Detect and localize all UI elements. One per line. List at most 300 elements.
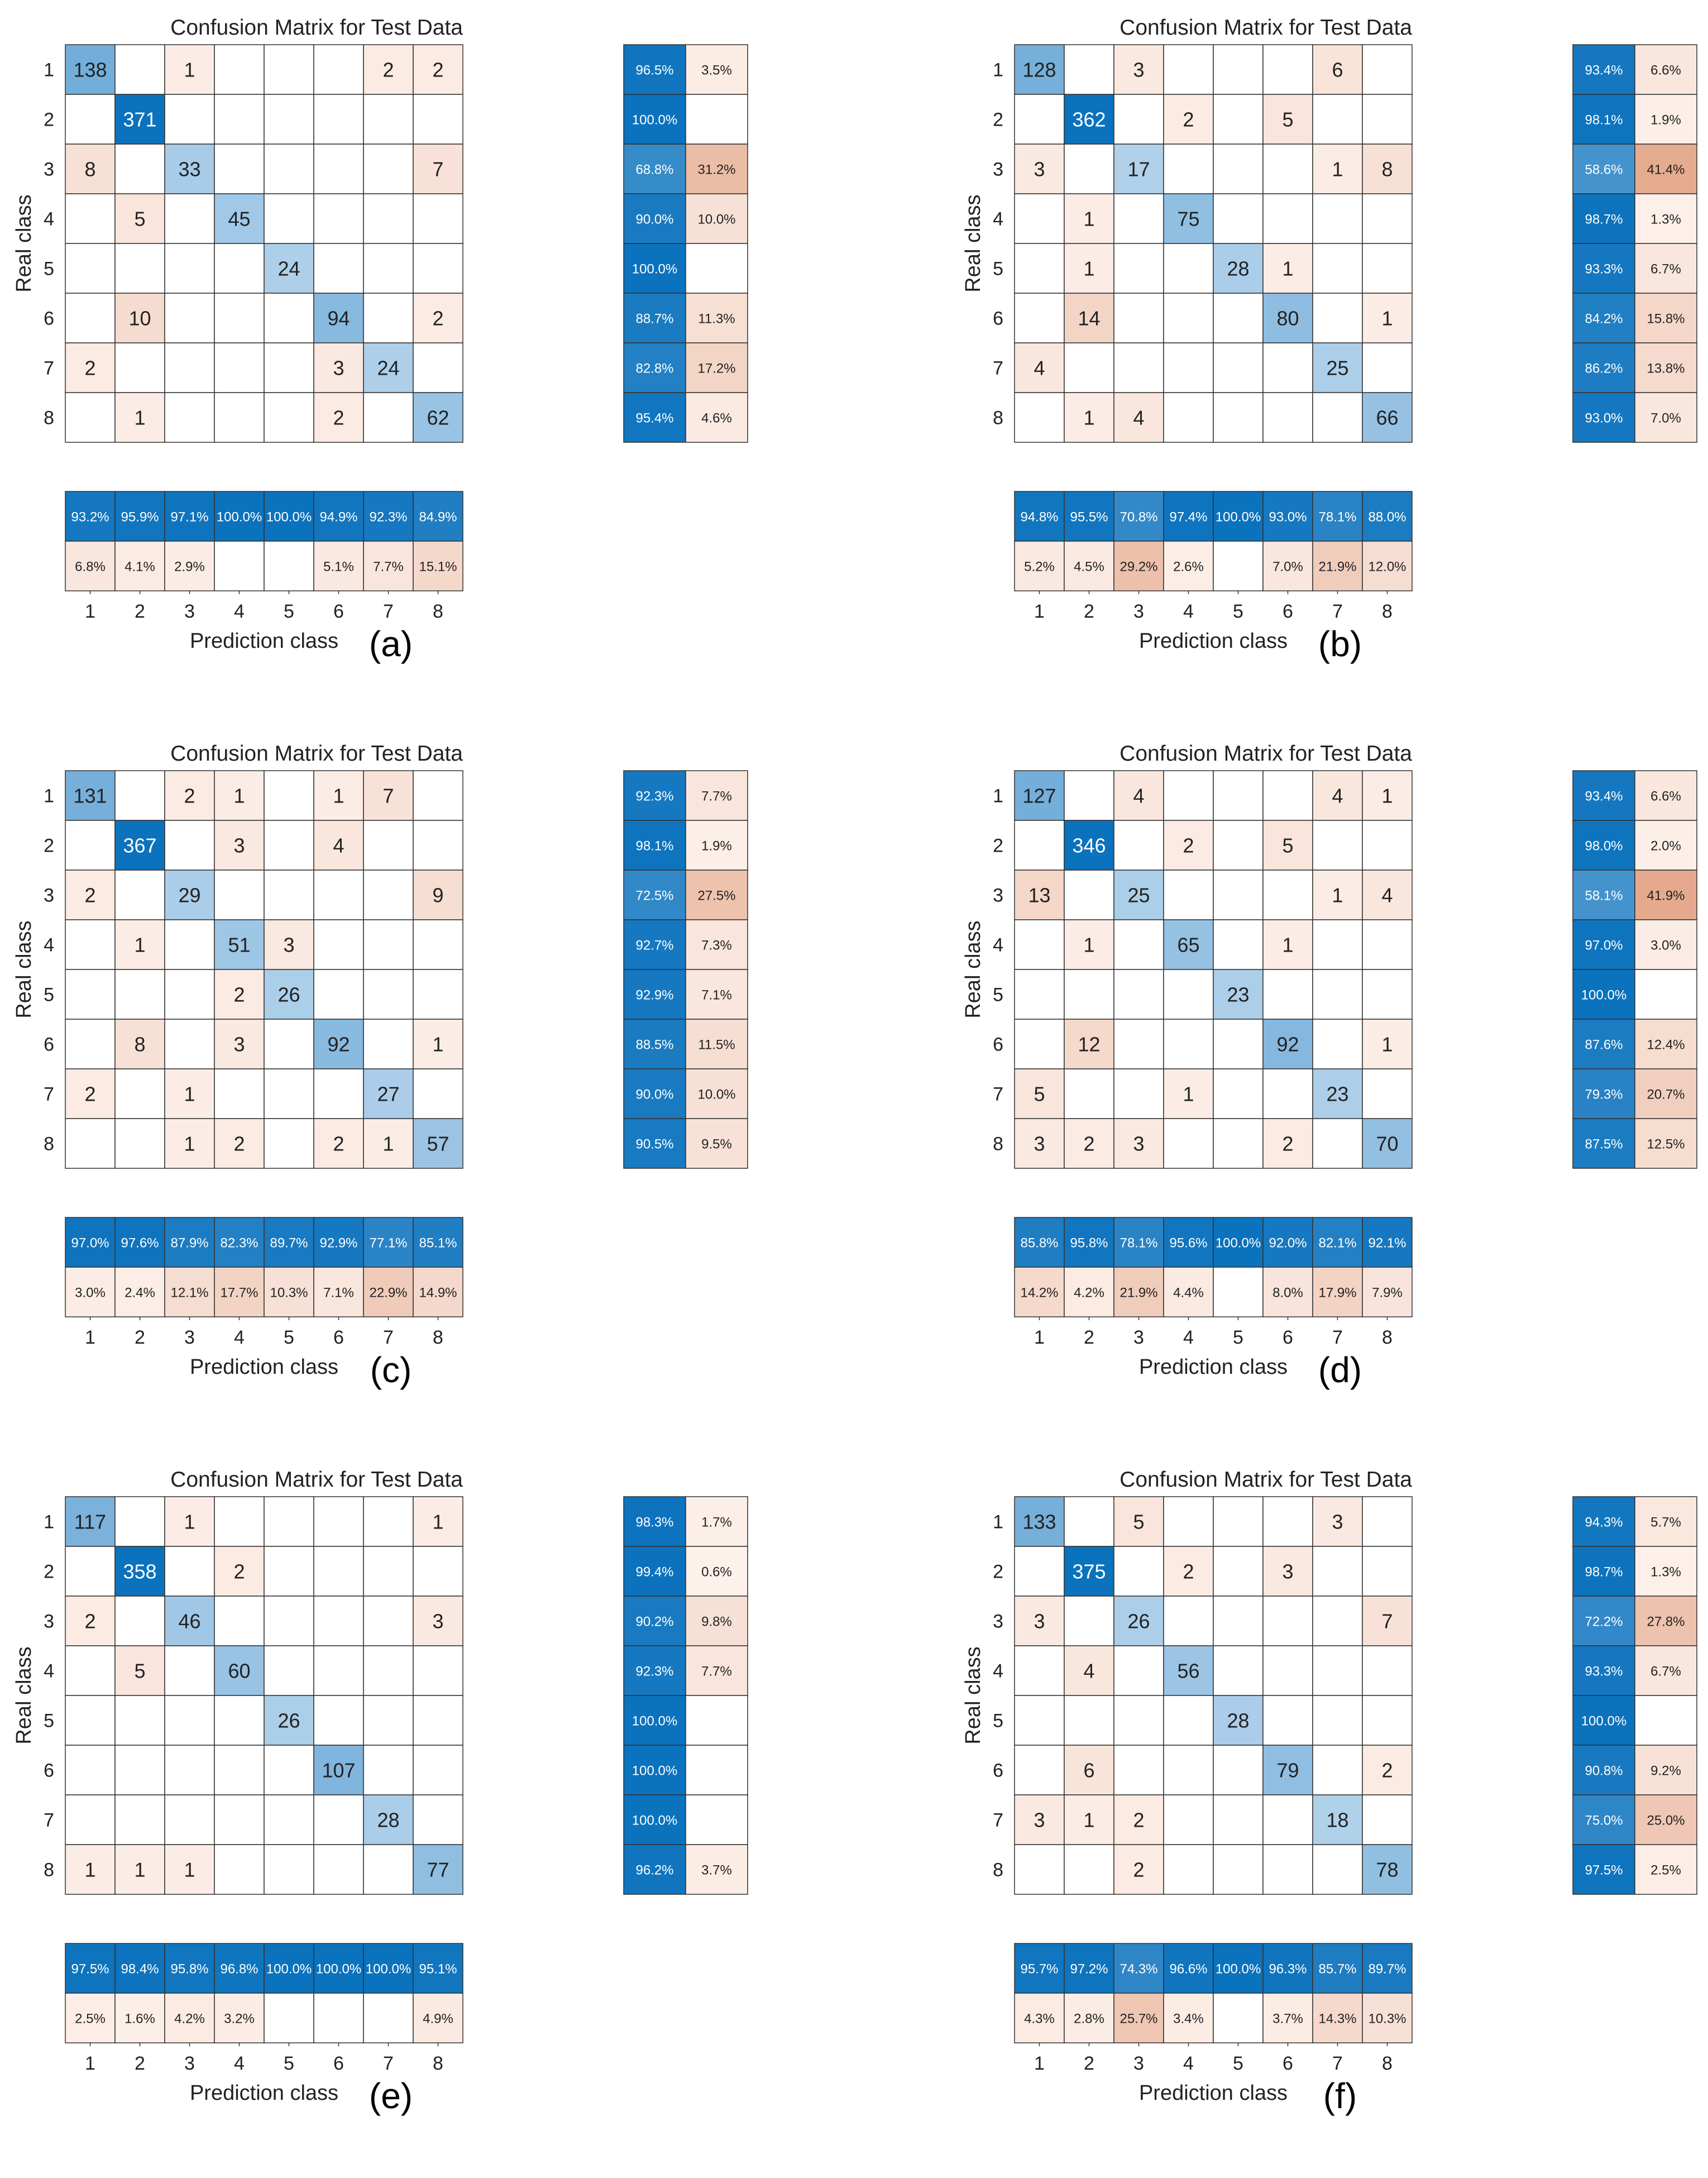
cell-value: 2 (1083, 1132, 1095, 1155)
col-incorrect-label: 1.6% (125, 2011, 155, 2027)
matrix-cell (1015, 1695, 1064, 1745)
cell-value: 25 (1326, 356, 1349, 380)
matrix-cell (314, 1695, 363, 1745)
col-correct-label: 92.3% (369, 509, 408, 525)
matrix-cell (1114, 94, 1164, 144)
matrix-cell (214, 870, 264, 920)
matrix-cell (1064, 771, 1114, 820)
cell-value: 1 (84, 1858, 96, 1881)
x-tick-label: 4 (234, 1327, 245, 1348)
x-tick-label: 1 (1034, 601, 1045, 622)
col-correct-label: 97.1% (170, 509, 209, 525)
matrix-cell (314, 45, 363, 94)
matrix-cell (65, 820, 115, 870)
matrix-cell (314, 920, 363, 969)
matrix-cell (314, 1596, 363, 1646)
panel-label: (b) (1318, 624, 1362, 664)
row-incorrect-label: 9.2% (1650, 1763, 1681, 1779)
cell-value: 362 (1072, 108, 1106, 131)
row-incorrect-cell (1635, 969, 1697, 1019)
matrix-cell (1064, 1845, 1114, 1894)
row-tick-label: 8 (993, 1133, 1003, 1155)
col-correct-label: 82.3% (220, 1235, 259, 1251)
col-correct-label: 96.6% (1169, 1961, 1208, 1977)
y-axis-label: Real class (961, 194, 985, 293)
row-correct-label: 92.3% (635, 789, 674, 804)
x-tick-label: 4 (1183, 601, 1194, 622)
matrix-cell (264, 1745, 314, 1795)
cell-value: 3 (283, 933, 295, 957)
cell-value: 2 (233, 1132, 245, 1155)
col-incorrect-label: 14.2% (1020, 1285, 1059, 1301)
x-tick-label: 5 (284, 2053, 294, 2074)
matrix-cell (1114, 1546, 1164, 1596)
matrix-cell (413, 920, 463, 969)
row-incorrect-label: 10.0% (697, 1087, 736, 1102)
row-incorrect-label: 20.7% (1647, 1087, 1685, 1102)
x-tick-label: 2 (1084, 601, 1094, 622)
row-tick-label: 2 (993, 1561, 1003, 1583)
matrix-cell (1213, 343, 1263, 393)
cell-value: 1 (1083, 406, 1095, 429)
matrix-cell (1213, 1646, 1263, 1695)
col-correct-label: 97.2% (1070, 1961, 1108, 1977)
row-correct-label: 68.8% (635, 162, 674, 178)
matrix-cell (1064, 144, 1114, 194)
matrix-cell (214, 94, 264, 144)
matrix-cell (1213, 194, 1263, 243)
col-incorrect-label: 12.0% (1368, 559, 1406, 575)
confusion-matrix (65, 45, 463, 442)
col-incorrect-cell (1213, 1267, 1263, 1317)
matrix-cell (1313, 969, 1362, 1019)
matrix-cell (1064, 870, 1114, 920)
col-incorrect-label: 25.7% (1119, 2011, 1158, 2027)
chart-title: Confusion Matrix for Test Data (1119, 742, 1412, 766)
row-tick-label: 8 (44, 1133, 54, 1155)
row-tick-label: 2 (44, 835, 54, 857)
cell-value: 1 (1083, 257, 1095, 280)
col-correct-label: 92.1% (1368, 1235, 1406, 1251)
y-axis-label: Real class (12, 194, 36, 293)
row-correct-label: 100.0% (631, 112, 678, 128)
row-correct-label: 88.7% (635, 311, 674, 327)
matrix-cell (214, 393, 264, 442)
matrix-cell (1362, 920, 1412, 969)
col-correct-label: 93.0% (1269, 509, 1307, 525)
col-incorrect-label: 12.1% (170, 1285, 209, 1301)
matrix-cell (165, 820, 214, 870)
matrix-cell (1114, 969, 1164, 1019)
cell-value: 5 (1034, 1082, 1045, 1106)
matrix-cell (1164, 293, 1213, 343)
matrix-cell (1362, 1546, 1412, 1596)
matrix-cell (314, 969, 363, 1019)
row-correct-label: 90.2% (635, 1614, 674, 1630)
matrix-cell (363, 1497, 413, 1546)
row-correct-label: 98.1% (1585, 112, 1623, 128)
x-tick-label: 2 (135, 2053, 145, 2074)
matrix-cell (413, 1795, 463, 1845)
row-tick-label: 6 (993, 1034, 1003, 1055)
cell-value: 51 (228, 933, 251, 957)
matrix-cell (1313, 920, 1362, 969)
row-incorrect-label: 3.5% (701, 63, 732, 78)
matrix-cell (413, 343, 463, 393)
row-tick-label: 3 (993, 885, 1003, 906)
matrix-cell (65, 1646, 115, 1695)
cell-value: 2 (1183, 1560, 1194, 1583)
row-tick-label: 5 (993, 258, 1003, 280)
matrix-cell (65, 393, 115, 442)
col-correct-label: 78.1% (1318, 509, 1357, 525)
cell-value: 45 (228, 207, 251, 231)
matrix-cell (65, 293, 115, 343)
matrix-cell (1313, 1596, 1362, 1646)
row-correct-label: 90.0% (635, 1087, 674, 1102)
x-tick-label: 2 (1084, 1327, 1094, 1348)
cell-value: 2 (84, 883, 96, 907)
row-correct-label: 98.1% (635, 838, 674, 854)
matrix-cell (1213, 45, 1263, 94)
x-tick-label: 5 (284, 601, 294, 622)
col-incorrect-cell (363, 1993, 413, 2043)
matrix-cell (1362, 343, 1412, 393)
matrix-cell (165, 1019, 214, 1069)
col-correct-label: 95.5% (1070, 509, 1108, 525)
row-incorrect-label: 7.7% (701, 1664, 732, 1679)
col-correct-label: 78.1% (1119, 1235, 1158, 1251)
matrix-cell (1213, 1069, 1263, 1119)
col-incorrect-label: 3.0% (75, 1285, 106, 1301)
x-tick-label: 1 (85, 2053, 95, 2074)
x-axis-label: Prediction class (1138, 629, 1288, 653)
matrix-cell (264, 1119, 314, 1168)
matrix-cell (1213, 1546, 1263, 1596)
panel-a (12, 16, 748, 664)
row-correct-label: 72.2% (1585, 1614, 1623, 1630)
matrix-cell (65, 194, 115, 243)
x-tick-label: 8 (1382, 2053, 1393, 2074)
matrix-cell (264, 870, 314, 920)
row-summary (624, 1497, 748, 1894)
row-tick-label: 3 (44, 1611, 54, 1632)
x-tick-label: 3 (184, 601, 195, 622)
col-correct-label: 95.8% (170, 1961, 209, 1977)
row-correct-label: 98.0% (1585, 838, 1623, 854)
matrix-cell (1213, 820, 1263, 870)
row-incorrect-cell (686, 94, 748, 144)
col-correct-label: 94.9% (319, 509, 358, 525)
x-tick-label: 1 (1034, 1327, 1045, 1348)
matrix-cell (65, 920, 115, 969)
matrix-cell (1114, 920, 1164, 969)
matrix-cell (1313, 1845, 1362, 1894)
matrix-cell (115, 1596, 165, 1646)
matrix-cell (1313, 820, 1362, 870)
row-correct-label: 99.4% (635, 1564, 674, 1580)
row-tick-label: 2 (993, 835, 1003, 857)
col-incorrect-label: 2.4% (125, 1285, 155, 1301)
col-incorrect-label: 2.6% (1173, 559, 1204, 575)
cell-value: 3 (1282, 1560, 1294, 1583)
row-incorrect-label: 41.9% (1647, 888, 1685, 904)
x-tick-label: 7 (1332, 2053, 1343, 2074)
row-incorrect-label: 12.4% (1647, 1037, 1685, 1053)
row-incorrect-label: 6.7% (1650, 1664, 1681, 1679)
matrix-cell (1213, 771, 1263, 820)
col-incorrect-cell (264, 541, 314, 591)
row-correct-label: 58.6% (1585, 162, 1623, 178)
row-incorrect-label: 7.1% (701, 987, 732, 1003)
x-tick-label: 6 (1283, 601, 1293, 622)
cell-value: 7 (382, 784, 394, 808)
x-tick-label: 1 (85, 601, 95, 622)
row-correct-label: 92.7% (635, 938, 674, 953)
matrix-cell (1114, 1646, 1164, 1695)
x-axis-label: Prediction class (189, 629, 339, 653)
matrix-cell (165, 969, 214, 1019)
row-tick-label: 8 (993, 1859, 1003, 1881)
matrix-cell (214, 1596, 264, 1646)
col-incorrect-label: 7.9% (1372, 1285, 1403, 1301)
matrix-cell (1114, 1745, 1164, 1795)
matrix-cell (264, 1497, 314, 1546)
col-correct-label: 97.5% (71, 1961, 109, 1977)
matrix-cell (1064, 1596, 1114, 1646)
matrix-cell (363, 1646, 413, 1695)
x-tick-label: 7 (1332, 1327, 1343, 1348)
matrix-cell (363, 920, 413, 969)
panel-label: (d) (1318, 1350, 1362, 1390)
col-incorrect-label: 10.3% (270, 1285, 308, 1301)
row-tick-label: 7 (44, 1809, 54, 1831)
cell-value: 127 (1022, 784, 1056, 808)
matrix-cell (214, 1795, 264, 1845)
row-correct-label: 100.0% (631, 261, 678, 277)
cell-value: 80 (1276, 307, 1299, 330)
matrix-cell (165, 393, 214, 442)
cell-value: 66 (1376, 406, 1399, 429)
x-axis-label: Prediction class (1138, 1355, 1288, 1379)
row-incorrect-label: 1.3% (1650, 212, 1681, 227)
row-incorrect-label: 1.7% (701, 1515, 732, 1530)
matrix-cell (314, 243, 363, 293)
matrix-cell (1164, 1019, 1213, 1069)
matrix-cell (1164, 243, 1213, 293)
row-tick-label: 5 (993, 1710, 1003, 1732)
row-correct-label: 100.0% (631, 1713, 678, 1729)
matrix-cell (363, 1695, 413, 1745)
row-incorrect-label: 9.5% (701, 1136, 732, 1152)
cell-value: 75 (1177, 207, 1200, 231)
row-correct-label: 98.3% (635, 1515, 674, 1530)
row-correct-label: 84.2% (1585, 311, 1623, 327)
matrix-cell (1313, 1745, 1362, 1795)
panel-b (961, 16, 1697, 664)
row-incorrect-label: 1.3% (1650, 1564, 1681, 1580)
col-incorrect-cell (264, 1993, 314, 2043)
matrix-cell (1213, 1119, 1263, 1168)
row-tick-label: 6 (993, 1760, 1003, 1781)
matrix-cell (115, 1497, 165, 1546)
matrix-cell (65, 1695, 115, 1745)
row-correct-label: 94.3% (1585, 1515, 1623, 1530)
row-tick-label: 5 (44, 258, 54, 280)
matrix-cell (1263, 1646, 1313, 1695)
column-summary (1015, 491, 1412, 591)
matrix-cell (1213, 1845, 1263, 1894)
cell-value: 2 (432, 58, 444, 82)
cell-value: 3 (1034, 157, 1045, 181)
cell-value: 33 (178, 157, 201, 181)
matrix-cell (214, 343, 264, 393)
cell-value: 2 (84, 1609, 96, 1633)
col-incorrect-label: 21.9% (1318, 559, 1357, 575)
row-tick-label: 4 (993, 1660, 1003, 1682)
row-correct-label: 82.8% (635, 361, 674, 376)
col-incorrect-label: 6.8% (75, 559, 106, 575)
cell-value: 1 (1083, 1808, 1095, 1832)
row-tick-label: 7 (993, 1083, 1003, 1105)
row-correct-label: 100.0% (1581, 987, 1627, 1003)
matrix-cell (115, 969, 165, 1019)
panel-label: (a) (369, 624, 413, 664)
col-incorrect-label: 4.9% (423, 2011, 453, 2027)
row-incorrect-label: 6.6% (1650, 63, 1681, 78)
cell-value: 23 (1326, 1082, 1349, 1106)
matrix-cell (264, 1019, 314, 1069)
row-incorrect-label: 13.8% (1647, 361, 1685, 376)
chart-title: Confusion Matrix for Test Data (170, 742, 463, 766)
cell-value: 2 (233, 983, 245, 1006)
matrix-cell (1114, 243, 1164, 293)
cell-value: 60 (228, 1659, 251, 1683)
row-tick-label: 8 (993, 407, 1003, 429)
matrix-cell (264, 1845, 314, 1894)
col-correct-label: 98.4% (121, 1961, 159, 1977)
col-incorrect-label: 29.2% (1119, 559, 1158, 575)
row-incorrect-label: 9.8% (701, 1614, 732, 1630)
matrix-cell (1362, 969, 1412, 1019)
x-tick-label: 7 (383, 1327, 394, 1348)
row-summary (1573, 1497, 1697, 1894)
col-correct-label: 100.0% (216, 509, 262, 525)
col-correct-label: 92.9% (319, 1235, 358, 1251)
matrix-cell (1164, 969, 1213, 1019)
cell-value: 92 (1276, 1033, 1299, 1056)
matrix-cell (314, 144, 363, 194)
row-correct-label: 97.0% (1585, 938, 1623, 953)
col-correct-label: 95.8% (1070, 1235, 1108, 1251)
col-correct-label: 100.0% (266, 509, 312, 525)
x-tick-label: 3 (1133, 2053, 1144, 2074)
col-incorrect-label: 8.0% (1272, 1285, 1303, 1301)
cell-value: 12 (1078, 1033, 1101, 1056)
col-incorrect-label: 2.5% (75, 2011, 106, 2027)
matrix-cell (264, 343, 314, 393)
matrix-cell (1313, 243, 1362, 293)
cell-value: 1 (134, 1858, 146, 1881)
cell-value: 24 (377, 356, 400, 380)
row-tick-label: 8 (44, 407, 54, 429)
matrix-cell (1362, 243, 1412, 293)
matrix-cell (1015, 1019, 1064, 1069)
x-tick-label: 1 (1034, 2053, 1045, 2074)
row-incorrect-label: 2.0% (1650, 838, 1681, 854)
matrix-cell (264, 1646, 314, 1695)
matrix-cell (1015, 820, 1064, 870)
row-tick-label: 7 (44, 357, 54, 379)
cell-value: 5 (134, 207, 146, 231)
matrix-cell (1263, 144, 1313, 194)
cell-value: 2 (432, 307, 444, 330)
matrix-cell (1114, 343, 1164, 393)
matrix-cell (115, 1069, 165, 1119)
matrix-cell (214, 1497, 264, 1546)
x-axis-label: Prediction class (189, 1355, 339, 1379)
matrix-cell (314, 870, 363, 920)
cell-value: 1 (382, 1132, 394, 1155)
row-correct-label: 93.4% (1585, 789, 1623, 804)
row-tick-label: 1 (993, 59, 1003, 81)
column-summary (1015, 1217, 1412, 1317)
chart-title: Confusion Matrix for Test Data (1119, 1468, 1412, 1492)
cell-value: 4 (1034, 356, 1045, 380)
chart-title: Confusion Matrix for Test Data (170, 1468, 463, 1492)
matrix-cell (1064, 343, 1114, 393)
row-incorrect-cell (1635, 1695, 1697, 1745)
cell-value: 77 (427, 1858, 449, 1881)
column-summary (65, 1217, 463, 1317)
matrix-cell (1213, 1745, 1263, 1795)
row-tick-label: 1 (993, 1511, 1003, 1533)
matrix-cell (1164, 1695, 1213, 1745)
cell-value: 9 (432, 883, 444, 907)
chart-title: Confusion Matrix for Test Data (170, 16, 463, 40)
row-tick-label: 3 (44, 885, 54, 906)
row-incorrect-label: 1.9% (701, 838, 732, 854)
matrix-cell (1313, 194, 1362, 243)
cell-value: 1 (1381, 1033, 1393, 1056)
matrix-cell (1313, 1119, 1362, 1168)
col-correct-label: 85.1% (419, 1235, 457, 1251)
col-incorrect-cell (214, 541, 264, 591)
row-incorrect-label: 12.5% (1647, 1136, 1685, 1152)
col-correct-label: 94.8% (1020, 509, 1059, 525)
matrix-cell (165, 1646, 214, 1695)
cell-value: 6 (1083, 1759, 1095, 1782)
cell-value: 65 (1177, 933, 1200, 957)
matrix-cell (214, 1069, 264, 1119)
matrix-cell (1064, 969, 1114, 1019)
cell-value: 1 (134, 933, 146, 957)
matrix-cell (1313, 1546, 1362, 1596)
cell-value: 1 (333, 784, 345, 808)
row-tick-label: 2 (44, 109, 54, 131)
matrix-cell (314, 1069, 363, 1119)
cell-value: 3 (333, 356, 345, 380)
matrix-cell (1164, 870, 1213, 920)
row-tick-label: 1 (993, 785, 1003, 807)
row-correct-label: 90.8% (1585, 1763, 1623, 1779)
col-incorrect-label: 3.7% (1272, 2011, 1303, 2027)
col-correct-label: 100.0% (1215, 1961, 1261, 1977)
cell-value: 5 (134, 1659, 146, 1683)
x-tick-label: 3 (184, 2053, 195, 2074)
row-correct-label: 100.0% (1581, 1713, 1627, 1729)
matrix-cell (1263, 870, 1313, 920)
